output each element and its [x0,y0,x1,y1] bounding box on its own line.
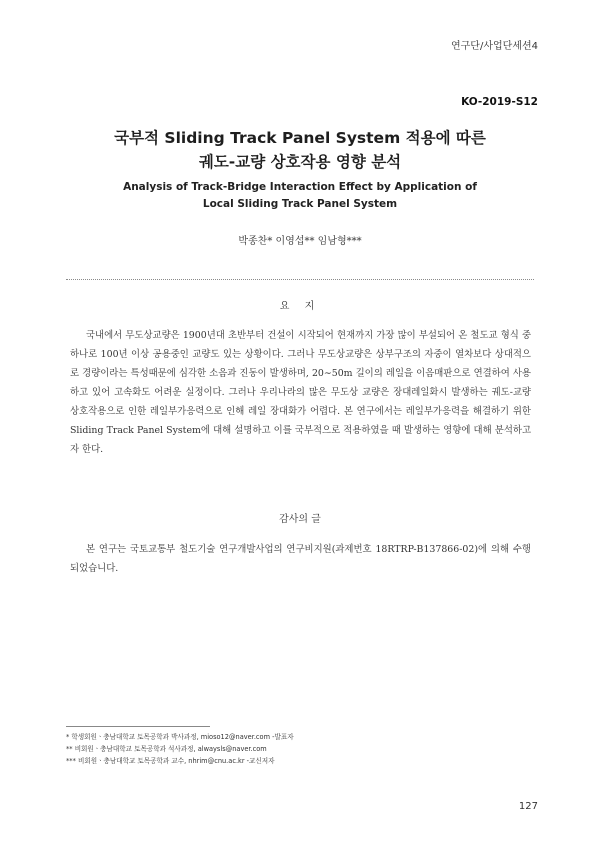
acknowledgement-body: 본 연구는 국토교통부 철도기술 연구개발사업의 연구비지원(과제번호 18RTRP-B137866-02)에 의해 수행되었습니다. [70,544,531,574]
english-title-line1: Analysis of Track-Bridge Interaction Effect by Application of [123,181,477,193]
author-list: 박종찬* 이영섭** 임남형*** [238,236,362,247]
abstract-heading: 요 지 [279,301,321,312]
abstract-body: 국내에서 무도상교량은 1900년대 초반부터 건설이 시작되어 현재까지 가장 많이 부설되어 온 철도교 형식 중 하나로 100년 이상 공용중인 교량도 있는 상황이다. 그러나 무도상교량은 상부구조의 자중이 열차보다 상대적으로 경량이라는 특성때문에 심각한 소음과 진동이 발생하며, 20∼50m 길이의 레일을 이음매판으로 연결하여 사용하고 있어 고속화도 어려운 실정이다. 그러나 우리나라의 많은 무도상 교량은 장대레일화시 발생하는 궤도-교량 상호작용으로 인한 레일부가응력으로 인해 레일 장대화가 어렵다. 본 연구에서는 레일부가응력을 해결하기 위한 Sliding Track Panel System에 대해 설명하고 이를 국부적으로 적용하였을 때 발생하는 영향에 대해 분석하고자 한다. [70,330,531,455]
page-number: 127 [518,801,538,812]
korean-title-line1: 국부적 Sliding Track Panel System 적용에 따른 [114,129,486,147]
footnote-author3: *** 비회원ㆍ충남대학교 토목공학과 교수, nhrim@cnu.ac.kr -교신저자 [66,757,275,765]
english-title-line2: Local Sliding Track Panel System [202,198,398,210]
acknowledgement-heading: 감사의 글 [279,514,321,525]
footnote-author2: ** 비회원ㆍ충남대학교 토목공학과 석사과정, alwaysls@naver.com [66,745,267,753]
dotted-divider [66,279,534,280]
korean-title-line2: 궤도-교량 상호작용 영향 분석 [198,153,402,171]
footnote-rule [66,726,210,727]
footnote-author1: * 학생회원ㆍ충남대학교 토목공학과 박사과정, mioso12@naver.com -발표자 [66,733,294,741]
paper-code: KO-2019-S12 [461,96,538,108]
series-tag: 연구단/사업단세션4 [450,41,538,52]
